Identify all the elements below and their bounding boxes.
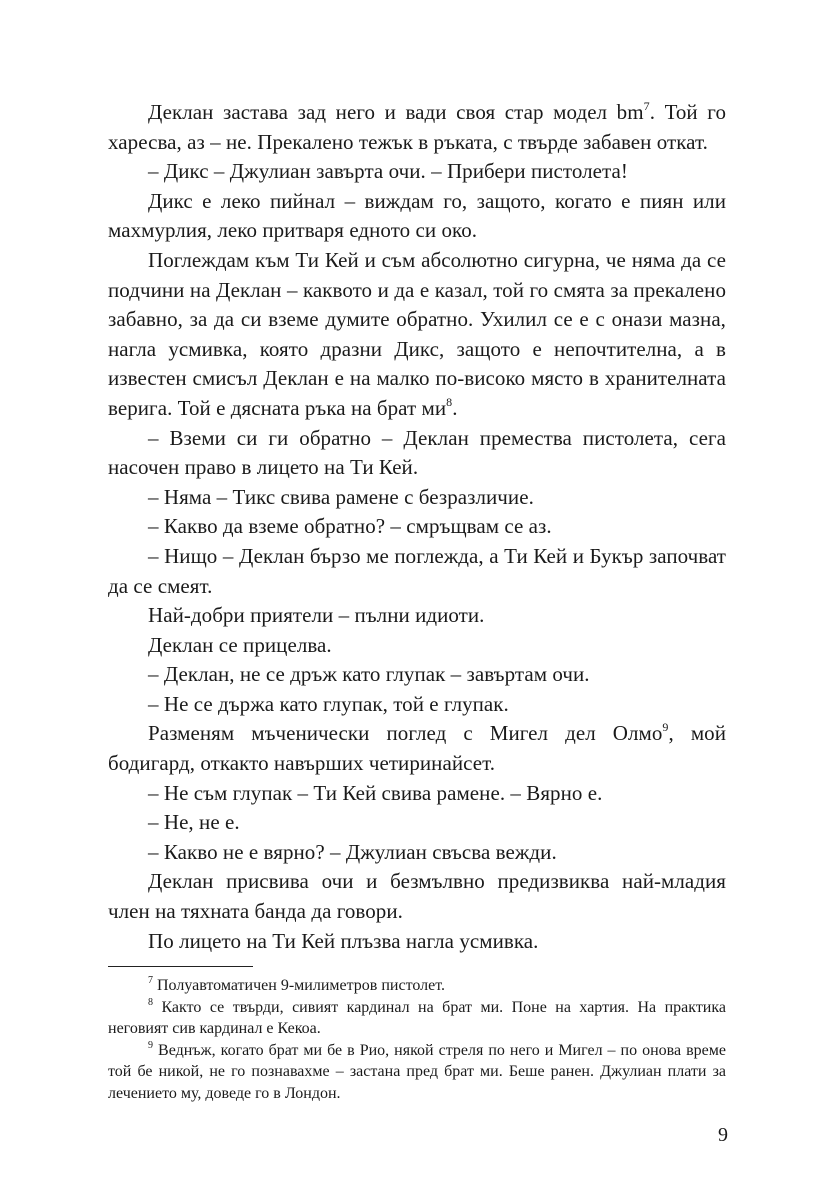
text-run: По лицето на Ти Кей плъзва нагла усмивка. [148, 928, 539, 953]
footnote [108, 975, 726, 997]
text-run: Деклан се прицелва. [148, 632, 332, 657]
text-run: , мой бодигард, откакто навърших четиринайсет. [108, 721, 727, 776]
footnote-number: 8 [148, 996, 153, 1008]
footnote-separator [108, 966, 253, 967]
footnote-text: Полуавтоматичен 9-милиметров пистолет. [157, 977, 446, 995]
text-run: – Вземи си ги обратно – Деклан премества пистолета, сега насочен право в лицето на Ти Кей. [108, 425, 726, 480]
footnote-number: 7 [148, 975, 153, 987]
paragraph [108, 483, 726, 513]
footnote [108, 997, 726, 1040]
footnote-text: Веднъж, когато брат ми бе в Рио, някой стреля по него и Мигел – по онова време той бе никой, не го познавахме – застана пред брат ми. Беше ранен. Джулиан плати за лечението му, доведе го в Лондон. [108, 1041, 727, 1102]
paragraph [108, 98, 726, 157]
paragraph [108, 246, 726, 424]
text-run: Разменям мъченически поглед с Мигел дел Олмо [148, 721, 663, 746]
paragraph [108, 779, 726, 809]
text-run: – Няма – Тикс свива рамене с безразличие. [148, 484, 534, 509]
paragraph [108, 660, 726, 690]
text-run: – Нищо – Деклан бързо ме поглежда, а Ти Кей и Букър започват да се смеят. [108, 543, 726, 598]
paragraph [108, 719, 726, 778]
text-run: . [452, 395, 458, 420]
paragraph [108, 838, 726, 868]
text-run: – Дикс – Джулиан завърта очи. – Прибери пистолета! [148, 159, 628, 184]
page-number: 9 [718, 1124, 728, 1146]
paragraph [108, 808, 726, 838]
footnote-number: 9 [148, 1039, 153, 1051]
paragraph [108, 927, 726, 957]
paragraph [108, 601, 726, 631]
text-run: – Деклан, не се дръж като глупак – завъртам очи. [148, 662, 590, 687]
text-run: – Какво не е вярно? – Джулиан свъсва вежди. [148, 839, 557, 864]
text-run: Поглеждам към Ти Кей и съм абсолютно сигурна, че няма да се подчини на Деклан – каквото и да е казал, той го смята за прекалено забавно, за да си вземе думите обратно. Ухилил се е с онази мазна, нагла усмивка, която дразни Дикс, защото е непочтителна, а в известен смисъл Деклан е на малко по-високо място в хранителната верига. Той е дясната ръка на брат ми [108, 247, 726, 420]
footnotes [108, 975, 726, 1104]
paragraph [108, 157, 726, 187]
footnote [108, 1040, 726, 1105]
text-run: – Не се държа като глупак, той е глупак. [148, 691, 509, 716]
paragraph [108, 187, 726, 246]
footnote-ref[interactable]: 8 [446, 394, 453, 409]
text-run: – Не съм глупак – Ти Кей свива рамене. – Вярно е. [148, 780, 603, 805]
text-run: Най-добри приятели – пълни идиоти. [148, 603, 485, 628]
footnote-text: Както се твърди, сивият кардинал на брат ми. Поне на хартия. На практика неговият сив кардинал е Кекоа. [108, 998, 727, 1038]
text-run: – Какво да вземе обратно? – смръщвам се аз. [148, 514, 552, 539]
paragraph [108, 512, 726, 542]
main-text [108, 98, 726, 956]
text-run: Деклан застава зад него и вади своя стар модел bm [148, 100, 644, 124]
footnote-ref[interactable]: 7 [643, 99, 650, 113]
paragraph [108, 424, 726, 483]
footnote-ref[interactable]: 9 [662, 720, 669, 735]
paragraph [108, 867, 726, 926]
paragraph [108, 631, 726, 661]
text-run: . Той го харесва, аз – не. Прекалено тежък в ръката, с твърде забавен откат. [108, 100, 726, 154]
paragraph [108, 690, 726, 720]
page-content [108, 98, 726, 1104]
text-run: Деклан присвива очи и безмълвно предизвиква най-младия член на тяхната банда да говори. [108, 869, 726, 924]
paragraph [108, 542, 726, 601]
text-run: Дикс е леко пийнал – виждам го, защото, когато е пиян или махмурлия, леко притваря едното си око. [108, 188, 726, 243]
text-run: – Не, не е. [148, 810, 240, 835]
